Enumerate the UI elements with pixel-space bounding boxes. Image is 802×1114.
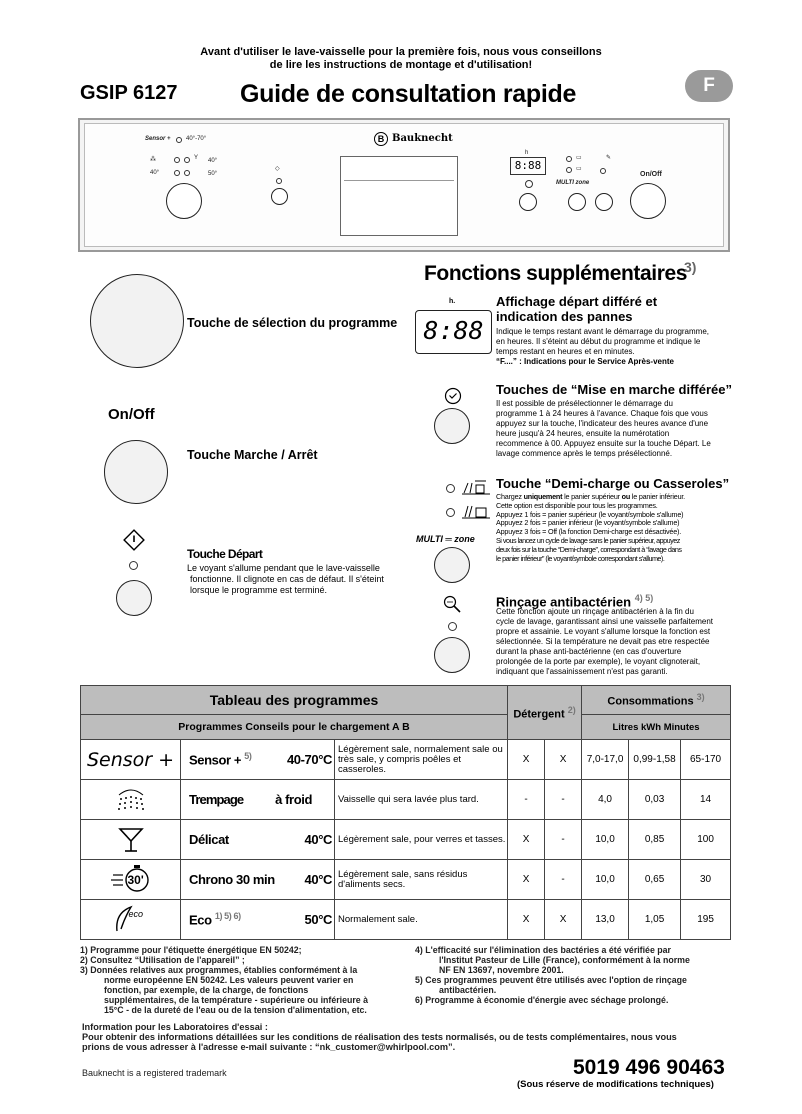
- detergent-label: Détergent: [513, 708, 565, 721]
- antibacterial-description: [496, 607, 732, 677]
- program-select-button[interactable]: [90, 274, 184, 368]
- minutes: 195: [681, 900, 731, 940]
- panel-brand: Bauknecht: [392, 133, 453, 144]
- panel-antibac-icon: ✎: [606, 155, 612, 161]
- table-title: Tableau des programmes: [81, 686, 508, 715]
- program-temp: 40°C: [304, 872, 332, 887]
- footnote-1: 1) Programme pour l'étiquette énergétique EN 50242;: [80, 945, 302, 955]
- program-table: [80, 685, 731, 940]
- panel-start-icon: ◇: [275, 166, 280, 172]
- footnote-3a: 3) Données relatives aux programmes, établies conformément à la: [80, 965, 358, 975]
- onoff-label: Touche Marche / Arrêt: [187, 448, 318, 462]
- program-name-text: Eco: [189, 912, 212, 928]
- halfload-line-4: Appuyez 2 fois = panier inférieur (le voyant/symbole s'allume): [496, 518, 680, 528]
- door-handle-recess: [340, 156, 458, 236]
- panel-led-delicate: [184, 157, 190, 163]
- detergent-b: X: [545, 740, 582, 780]
- table-row: [81, 900, 731, 940]
- consumption-note: 3): [696, 692, 705, 703]
- delay-line-6: lavage commence après le temps présélectionné.: [496, 449, 673, 458]
- detergent-b: -: [545, 820, 582, 860]
- table-consumption-header: [582, 686, 731, 715]
- panel-soak-icon: ⁂: [150, 157, 156, 163]
- start-led: [129, 561, 138, 570]
- kwh: 0,03: [629, 780, 681, 820]
- delay-description: [496, 399, 732, 459]
- halfload-line-1-c: le panier supérieur: [562, 492, 622, 501]
- antibac-line-3: propre et assainie. Le voyant s'allume lorsque la fonction est: [496, 627, 711, 636]
- intro-note: [150, 46, 652, 72]
- start-line-3: lorsque le programme est terminé.: [190, 585, 328, 595]
- upper-basket-led: [446, 484, 455, 493]
- minutes: 100: [681, 820, 731, 860]
- sensor-logo-text: Sensor +: [86, 748, 175, 771]
- halfload-line-6: Si vous lancez un cycle de lavage sans le panier supérieur, appuyez: [496, 535, 680, 545]
- door-handle-line: [344, 180, 454, 181]
- display-line-3: temps restant en heures et en minutes.: [496, 347, 635, 356]
- chrono-logo-text: 30': [127, 873, 144, 887]
- antibacterial-button[interactable]: [434, 637, 470, 673]
- lower-basket-icon: [462, 503, 490, 519]
- detergent-b: -: [545, 780, 582, 820]
- display-line-4: “F....” : Indications pour le Service Après-vente: [496, 357, 674, 366]
- start-description: [187, 563, 417, 596]
- halfload-line-5: Appuyez 3 fois = Off (la fonction Demi-charge est désactivée).: [496, 527, 682, 537]
- delay-clock-icon: [444, 387, 462, 405]
- footnote-3b: norme européenne EN 50242. Les valeurs peuvent varier en: [104, 975, 354, 985]
- program-name: [189, 911, 241, 927]
- litres: 10,0: [582, 820, 629, 860]
- detergent-a: X: [508, 820, 545, 860]
- panel-temp-40: 40°: [208, 158, 218, 164]
- detergent-b: X: [545, 900, 582, 940]
- panel-multizone: MULTI zone: [556, 180, 590, 186]
- multizone-label: MULTI ═ zone: [416, 534, 475, 544]
- eco-badge: [111, 903, 151, 933]
- page-title: Guide de consultation rapide: [240, 80, 577, 108]
- halfload-line-1-e: le panier inférieur.: [630, 492, 685, 501]
- display-h-label: h.: [449, 298, 456, 305]
- kwh: 0,99-1,58: [629, 740, 681, 780]
- eco-icon: [81, 900, 181, 940]
- intro-line-1: Avant d'utiliser le lave-vaisselle pour la première fois, nous vous conseillons: [200, 46, 602, 58]
- program-name-cell: [181, 780, 335, 820]
- delay-line-4: heure jusqu'à 24 heures, ensuite la numérotation: [496, 429, 670, 438]
- program-temp: 40-70°C: [286, 751, 332, 767]
- antibacterial-title-text: Rinçage antibactérien: [496, 594, 632, 610]
- program-temp: 40°C: [304, 832, 332, 847]
- kwh: 0,65: [629, 860, 681, 900]
- start-line-2: fonctionne. Il clignote en cas de défaut. Il s'éteint: [190, 574, 384, 584]
- program-name-note: 1) 5) 6): [214, 911, 241, 922]
- lab-info-title: Information pour les Laboratoires d'essai :: [82, 1022, 268, 1032]
- program-description: Vaisselle qui sera lavée plus tard.: [335, 780, 508, 820]
- halfload-description: [496, 493, 736, 563]
- detergent-a: X: [508, 740, 545, 780]
- display-line-2: en heures. Il s'éteint au début du programme et indique le: [496, 337, 701, 346]
- panel-sensor-label: Sensor +: [145, 136, 171, 142]
- program-temp: à froid: [275, 792, 312, 807]
- antibac-line-6: prolongée de la porte par exemple), le voyant clignoterait,: [496, 657, 701, 666]
- program-description: Légèrement sale, normalement sale ou très sale, y compris poêles et casseroles.: [335, 740, 508, 780]
- language-badge: F: [685, 70, 733, 102]
- detergent-a: X: [508, 860, 545, 900]
- functions-title-note: 3): [684, 259, 697, 275]
- program-name-cell: [181, 860, 335, 900]
- model-number: GSIP 6127: [80, 82, 178, 104]
- start-button[interactable]: [116, 580, 152, 616]
- minutes: 30: [681, 860, 731, 900]
- delay-line-2: programme 1 à 24 heures à l'avance. Chaque fois que vous: [496, 409, 708, 418]
- panel-display: 8:88: [510, 157, 546, 175]
- detergent-a: X: [508, 900, 545, 940]
- delay-display: 8:88: [415, 310, 492, 354]
- trademark-note: Bauknecht is a registered trademark: [82, 1068, 227, 1078]
- part-number: 5019 496 90463: [573, 1056, 725, 1079]
- litres: 10,0: [582, 860, 629, 900]
- lab-info-line-2: prions de vous adresser à l'adresse e-mail suivante : “nk_customer@whirlpool.com”.: [82, 1042, 456, 1052]
- table-units-header: Litres kWh Minutes: [582, 715, 731, 740]
- footnote-6: 6) Programme à économie d'énergie avec séchage prolongé.: [415, 995, 669, 1005]
- halfload-line-1-a: Chargez: [496, 492, 524, 501]
- lab-info: [82, 1022, 722, 1052]
- panel-led-antibac: [600, 168, 606, 174]
- onoff-button[interactable]: [104, 440, 168, 504]
- detergent-b: -: [545, 860, 582, 900]
- antibac-line-5: durant la phase anti-bactérienne (en cas d'ouverture: [496, 647, 682, 656]
- display-title-line-1: Affichage départ différé et: [496, 294, 658, 309]
- table-row: [81, 820, 731, 860]
- table-subheader: Programmes Conseils pour le chargement A B: [81, 715, 508, 740]
- antibac-line-7: indiquant que l'assainissement n'est pas garanti.: [496, 667, 668, 676]
- table-detergent-header: [508, 686, 582, 740]
- panel-led-sensor: [176, 137, 182, 143]
- program-select-label: Touche de sélection du programme: [187, 316, 398, 330]
- footnote-3d: supplémentaires, de la température - supérieure ou inférieure à: [104, 995, 368, 1005]
- footnote-3e: 15°C - de la dureté de l'eau ou de la tension d'alimentation, etc.: [104, 1005, 367, 1015]
- delicate-icon: [81, 820, 181, 860]
- halfload-button[interactable]: [434, 547, 470, 583]
- panel-led-upper: [566, 156, 572, 162]
- antibac-line-2: cycle de lavage, garantissant ainsi une vaisselle parfaitement: [496, 617, 714, 626]
- start-line-1: Le voyant s'allume pendant que le lave-vaisselle: [187, 563, 380, 573]
- panel-onoff-label: On/Off: [640, 171, 662, 178]
- halfload-line-1-d: ou: [621, 492, 631, 501]
- antibac-line-4: sélectionnée. Si la température ne devait pas etre respectée: [496, 637, 710, 646]
- panel-temp-50: 50°: [208, 171, 218, 177]
- footnote-5b: antibactérien.: [439, 985, 497, 995]
- halfload-line-2: Cette option est disponible pour tous les programmes.: [496, 500, 658, 510]
- panel-led-soak: [174, 157, 180, 163]
- panel-display-h: h: [525, 150, 529, 156]
- panel-led-chrono: [174, 170, 180, 176]
- delay-title: Touches de “Mise en marche différée”: [496, 382, 732, 397]
- program-name: Chrono 30 min: [189, 872, 275, 887]
- panel-start-button[interactable]: [271, 188, 288, 205]
- footnote-3c: fonction, par exemple, de la charge, de fonctions: [104, 985, 309, 995]
- chrono-badge: [109, 863, 153, 893]
- program-name: [189, 751, 252, 767]
- table-row: [81, 740, 731, 780]
- antibacterial-led: [448, 622, 457, 631]
- litres: 7,0-17,0: [582, 740, 629, 780]
- footnotes-right: [415, 945, 735, 1005]
- onoff-title: On/Off: [108, 406, 155, 423]
- panel-halfload-button[interactable]: [568, 193, 586, 211]
- panel-antibac-button[interactable]: [595, 193, 613, 211]
- halfload-line-7: deux fois sur la touche “Demi-charge”, correspondant à “lavage dans: [496, 544, 682, 554]
- functions-title: Fonctions supplémentaires: [424, 262, 688, 285]
- panel-lower-basket-icon: ▭: [576, 166, 582, 172]
- panel-led-eco: [184, 170, 190, 176]
- antibacterial-icon: [442, 594, 462, 614]
- eco-logo-text: eco: [128, 909, 144, 919]
- display-line-1: Indique le temps restant avant le démarrage du programme,: [496, 327, 710, 336]
- delay-line-5: recommence à 00. Appuyez ensuite sur la touche Départ. Le: [496, 439, 711, 448]
- minutes: 14: [681, 780, 731, 820]
- lower-basket-led: [446, 508, 455, 517]
- halfload-title: Touche “Demi-charge ou Casseroles”: [496, 476, 730, 491]
- panel-delay-icon: [525, 180, 533, 188]
- table-row: [81, 780, 731, 820]
- litres: 4,0: [582, 780, 629, 820]
- panel-delay-button[interactable]: [519, 193, 537, 211]
- display-description: [496, 327, 732, 367]
- program-name-cell: [181, 900, 335, 940]
- halfload-line-1-b: uniquement: [523, 492, 563, 501]
- panel-temp-40-left: 40°: [150, 170, 160, 176]
- consumption-label: Consommations: [607, 695, 694, 708]
- glass-icon: [116, 825, 146, 855]
- delay-line-3: appuyez sur la touche, l'indicateur des heures avance d'une: [496, 419, 709, 428]
- program-name-text: Sensor +: [189, 752, 242, 768]
- display-title-line-2: indication des pannes: [496, 309, 633, 324]
- delay-button[interactable]: [434, 408, 470, 444]
- upper-basket-icon: [462, 479, 490, 495]
- panel-temp-sensor: 40°-70°: [186, 136, 207, 142]
- program-name-cell: [181, 820, 335, 860]
- halfload-line-8: le panier inférieur” (le voyant/symbole correspondant s'allume).: [496, 553, 665, 563]
- program-description: Légèrement sale, sans résidus d'aliments secs.: [335, 860, 508, 900]
- program-temp: 50°C: [304, 911, 332, 927]
- halfload-line-3: Appuyez 1 fois = panier supérieur (le voyant/symbole s'allume): [496, 509, 684, 519]
- detergent-note: 2): [567, 704, 576, 715]
- chrono-icon: [81, 860, 181, 900]
- table-row: [81, 860, 731, 900]
- footnotes-left: [80, 945, 400, 1015]
- program-name-cell: [181, 740, 335, 780]
- lab-info-line-1: Pour obtenir des informations détaillées sur les conditions de réalisation des tests normalisés, ou de tests complémentaires, nous vous: [82, 1032, 677, 1042]
- sensor-logo: [81, 740, 181, 780]
- panel-upper-basket-icon: ▭: [576, 155, 582, 161]
- footnote-5a: 5) Ces programmes peuvent être utilisés avec l'option de rinçage: [415, 975, 687, 985]
- intro-line-2: de lire les instructions de montage et d'utilisation!: [269, 59, 533, 71]
- footnote-4b: l'Institut Pasteur de Lille (France), conformément à la norme: [439, 955, 690, 965]
- kwh: 1,05: [629, 900, 681, 940]
- delay-line-1: Il est possible de présélectionner le démarrage du: [496, 399, 673, 408]
- antibac-line-1: Cette fonction ajoute un rinçage antibactérien à la fin du: [496, 607, 694, 616]
- footnote-2: 2) Consultez “Utilisation de l'appareil” ;: [80, 955, 245, 965]
- minutes: 65-170: [681, 740, 731, 780]
- program-name: Trempage: [189, 792, 244, 807]
- antibacterial-title-note: 4) 5): [634, 593, 654, 603]
- soak-spray-icon: [111, 785, 151, 815]
- display-title: [496, 294, 657, 324]
- detergent-a: -: [508, 780, 545, 820]
- kwh: 0,85: [629, 820, 681, 860]
- panel-led-start: [276, 178, 282, 184]
- part-number-note: (Sous réserve de modifications techniques): [517, 1079, 714, 1090]
- program-description: Légèrement sale, pour verres et tasses.: [335, 820, 508, 860]
- program-name: Délicat: [189, 832, 229, 847]
- program-name-note: 5): [244, 751, 252, 762]
- footnote-4a: 4) L'efficacité sur l'élimination des bactéries a été vérifiée par: [415, 945, 671, 955]
- soak-icon: [81, 780, 181, 820]
- panel-led-lower: [566, 167, 572, 173]
- brand-logo-icon: B: [374, 132, 388, 146]
- program-description: Normalement sale.: [335, 900, 508, 940]
- panel-glass-icon: Y: [194, 155, 199, 161]
- panel-onoff-button[interactable]: [630, 183, 666, 219]
- panel-program-button[interactable]: [166, 183, 202, 219]
- start-icon: [123, 529, 145, 551]
- litres: 13,0: [582, 900, 629, 940]
- start-title: Touche Départ: [187, 547, 263, 561]
- footnote-4c: NF EN 13697, novembre 2001.: [439, 965, 564, 975]
